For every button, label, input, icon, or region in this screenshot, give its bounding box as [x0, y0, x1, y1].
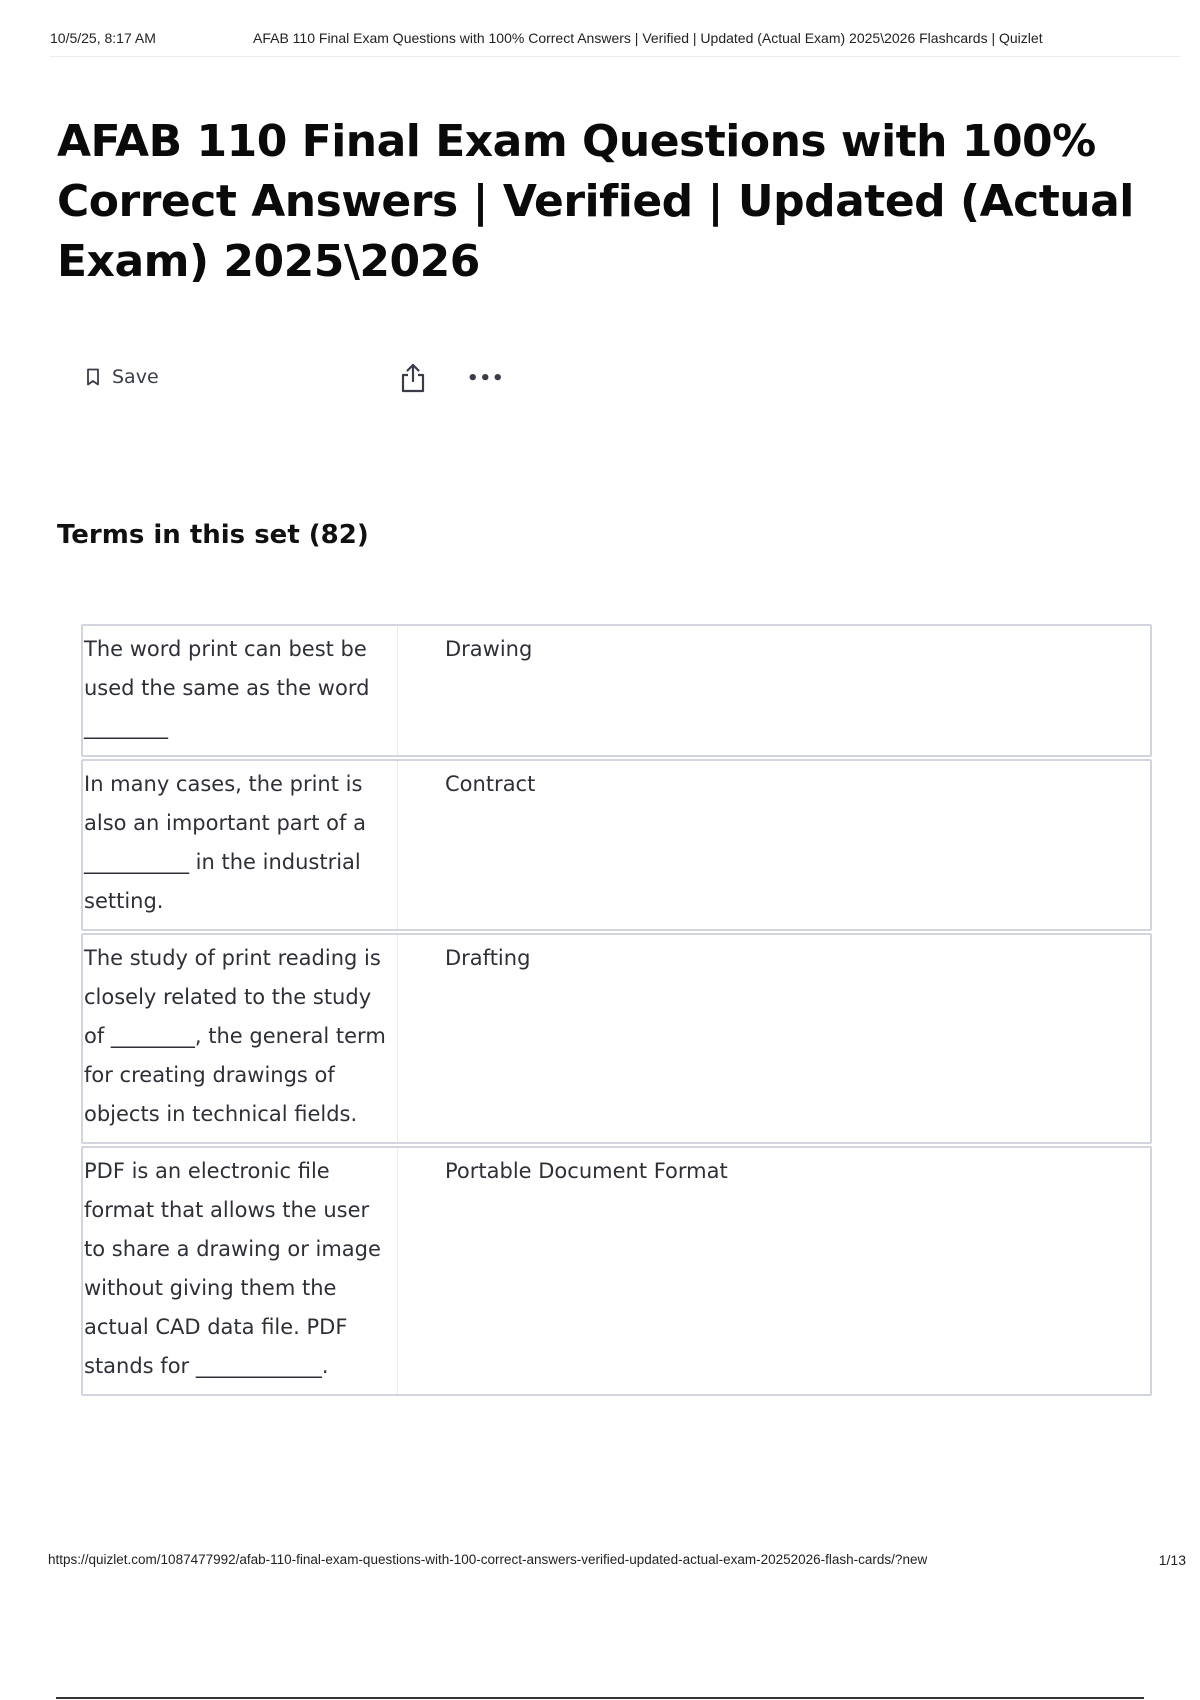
term-text: PDF is an electronic file format that allows the user to share a drawing or image without giving them the actual CAD data file. PDF stands for ____________.	[83, 1148, 398, 1394]
save-label: Save	[112, 366, 159, 388]
more-options-button[interactable]	[467, 362, 505, 394]
bookmark-icon	[86, 368, 100, 386]
print-document-title: AFAB 110 Final Exam Questions with 100% Correct Answers | Verified | Updated (Actual Exam) 2025\2026 Flashcards | Quizlet	[253, 30, 1043, 46]
terms-list	[81, 624, 1152, 1398]
definition-text: Drawing	[445, 637, 533, 661]
more-options-icon: •••	[467, 367, 505, 389]
term-card	[81, 933, 1152, 1144]
definition-text: Portable Document Format	[445, 1159, 728, 1183]
definition-text: Drafting	[445, 946, 531, 970]
page-bottom-divider	[56, 1697, 1144, 1699]
share-icon	[399, 382, 427, 397]
print-header	[50, 30, 1180, 57]
term-card	[81, 624, 1152, 757]
page-title: AFAB 110 Final Exam Questions with 100% Correct Answers | Verified | Updated (Actual Exam) 2025\2026	[57, 116, 1134, 287]
print-footer-url: https://quizlet.com/1087477992/afab-110-final-exam-questions-with-100-correct-answers-verified-updated-actual-exam-20252026-flash-cards/?new	[48, 1552, 928, 1567]
page-number: 1/13	[1158, 1552, 1186, 1568]
term-text: The study of print reading is closely related to the study of ________, the general term for creating drawings of objects in technical fields.	[83, 935, 398, 1142]
save-button[interactable]	[86, 362, 159, 392]
set-actions-toolbar	[86, 362, 516, 394]
term-text: The word print can best be used the same as the word ________	[83, 626, 398, 755]
term-card	[81, 1146, 1152, 1396]
terms-heading: Terms in this set (82)	[57, 520, 369, 550]
term-text: In many cases, the print is also an important part of a __________ in the industrial setting.	[83, 761, 398, 929]
print-datetime: 10/5/25, 8:17 AM	[50, 30, 156, 46]
definition-text: Contract	[445, 772, 536, 796]
term-card	[81, 759, 1152, 931]
share-button[interactable]	[398, 362, 428, 394]
